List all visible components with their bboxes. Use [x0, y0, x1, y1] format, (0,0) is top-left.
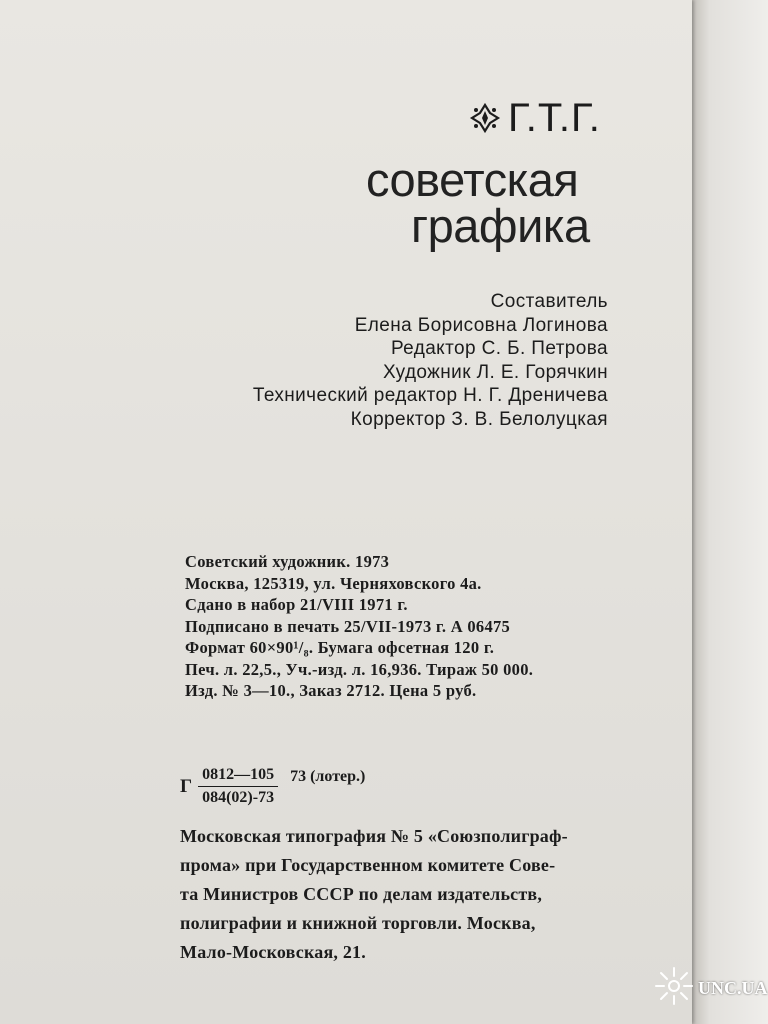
- imprint-line: Москва, 125319, ул. Черняховского 4а.: [185, 573, 482, 593]
- ornament-icon: [468, 101, 502, 135]
- background-surface: [690, 0, 768, 1024]
- printer-line: Мало-Московская, 21.: [180, 942, 366, 962]
- imprint-block: [185, 551, 533, 702]
- index-code-numerator: 0812—105: [198, 766, 278, 787]
- credits-block: [253, 290, 608, 431]
- credit-line: Корректор З. В. Белолуцкая: [350, 408, 608, 430]
- printer-line: прома» при Государственном комитете Сове-: [180, 855, 556, 875]
- publisher-mark-text: Г.Т.Г.: [508, 96, 601, 140]
- printer-line: полиграфии и книжной торговли. Москва,: [180, 913, 536, 933]
- imprint-line: Формат 60×90¹/₈. Бумага офсетная 120 г.: [185, 638, 495, 657]
- printer-block: [180, 822, 568, 967]
- imprint-line: Сдано в набор 21/VIII 1971 г.: [185, 595, 408, 614]
- publisher-mark: [468, 98, 601, 138]
- watermark-text: UNC.UA: [698, 978, 768, 998]
- index-code-fraction: [198, 766, 278, 807]
- credit-line: Художник Л. Е. Горячкин: [383, 361, 608, 383]
- imprint-line: Подписано в печать 25/VII-1973 г. А 06475: [185, 616, 511, 636]
- credit-line: Технический редактор Н. Г. Дреничева: [252, 385, 608, 406]
- index-code-denominator: 084(02)-73: [202, 789, 275, 806]
- credit-line: Составитель: [490, 291, 608, 312]
- imprint-line: Советский художник. 1973: [185, 552, 390, 571]
- index-code-suffix: 73 (лотер.): [290, 767, 366, 785]
- printer-line: Московская типография № 5 «Союзполиграф-: [180, 826, 568, 846]
- book-title-line-1: советская: [366, 153, 579, 206]
- credit-line: Елена Борисовна Логинова: [354, 314, 608, 336]
- imprint-line: Печ. л. 22,5., Уч.-изд. л. 16,936. Тираж 50 000.: [185, 659, 534, 679]
- credit-line: Редактор С. Б. Петрова: [390, 338, 608, 359]
- index-code-prefix: Г: [180, 775, 193, 797]
- watermark: [654, 966, 768, 1011]
- index-code: [180, 766, 365, 807]
- book-title-line-2: графика: [411, 199, 590, 252]
- imprint-line: Изд. № 3—10., Заказ 2712. Цена 5 руб.: [185, 681, 477, 700]
- sunburst-logo-icon: [654, 966, 694, 1011]
- printer-line: та Министров СССР по делам издательств,: [180, 884, 543, 904]
